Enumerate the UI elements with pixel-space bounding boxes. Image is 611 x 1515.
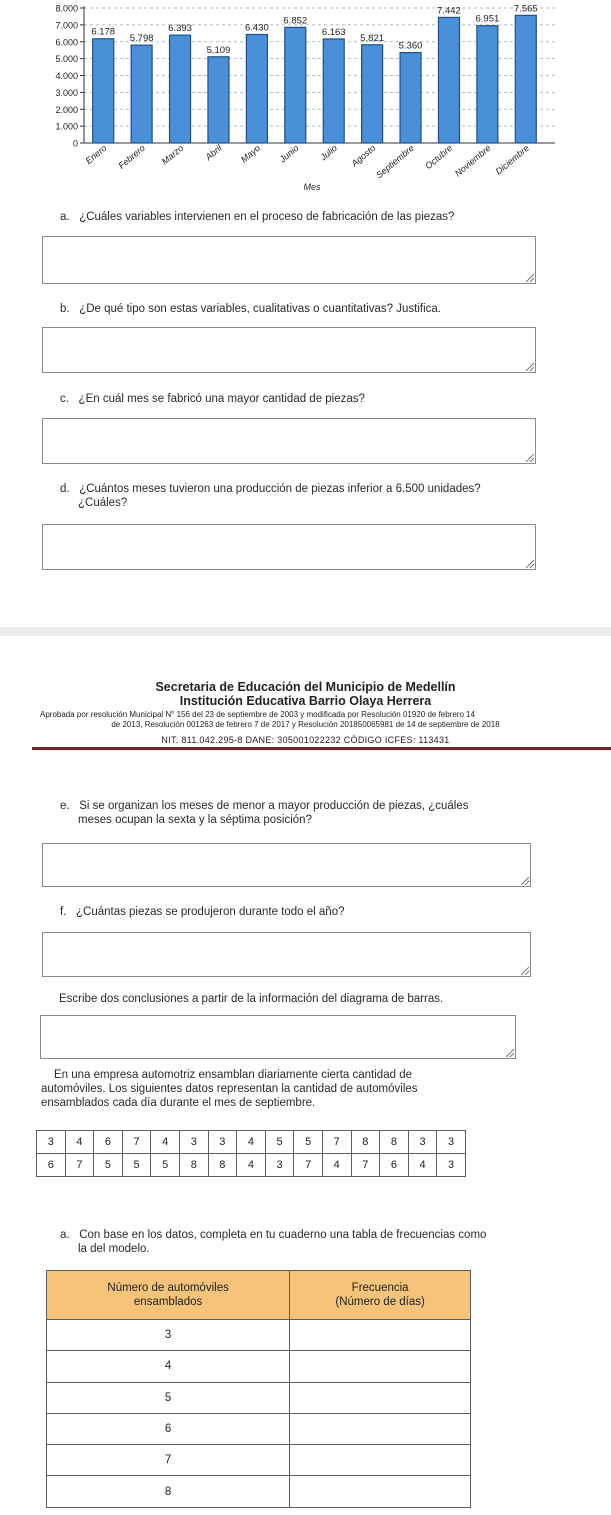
y-tick-label: 2.000 bbox=[55, 104, 78, 115]
table-cell: 4 bbox=[151, 1131, 180, 1154]
freq-header-number bbox=[47, 1271, 290, 1320]
bar-abril bbox=[208, 57, 229, 143]
question-c bbox=[60, 392, 365, 406]
x-tick-label: Marzo bbox=[159, 142, 186, 167]
bar-chart bbox=[0, 0, 611, 200]
bar-julio bbox=[323, 39, 344, 143]
table-cell: 5 bbox=[151, 1154, 180, 1177]
question-a2-letter: a. bbox=[60, 1229, 70, 1241]
freq-value-cell: 6 bbox=[47, 1413, 290, 1444]
question-d-text: ¿Cuántos meses tuvieron una producción de piezas inferior a 6.500 unidades? bbox=[79, 483, 481, 495]
question-c-text: ¿En cuál mes se fabricó una mayor cantidad de piezas? bbox=[78, 393, 365, 405]
bar-value-label: 6.178 bbox=[91, 26, 116, 38]
table-cell: 6 bbox=[37, 1154, 66, 1177]
freq-answer-cell[interactable] bbox=[290, 1320, 471, 1351]
table-row bbox=[47, 1320, 471, 1351]
bar-value-label: 6.852 bbox=[283, 15, 308, 27]
x-tick-label: Febrero bbox=[116, 142, 147, 171]
x-tick-label: Diciembre bbox=[493, 142, 532, 177]
x-tick-label: Enero bbox=[83, 142, 109, 166]
problem-2-line1: En una empresa automotriz ensamblan diariamente cierta cantidad de bbox=[54, 1069, 412, 1081]
freq-answer-cell[interactable] bbox=[290, 1351, 471, 1382]
bar-mayo bbox=[246, 34, 267, 143]
table-cell: 5 bbox=[265, 1131, 294, 1154]
bar-marzo bbox=[170, 35, 191, 143]
question-e bbox=[60, 799, 468, 827]
bar-value-label: 5.360 bbox=[398, 40, 423, 52]
x-tick-label: Agosto bbox=[349, 142, 378, 169]
table-row bbox=[47, 1351, 471, 1382]
table-cell: 7 bbox=[294, 1154, 323, 1177]
frequency-table bbox=[46, 1270, 471, 1508]
table-cell: 3 bbox=[265, 1154, 294, 1177]
question-f-letter: f. bbox=[60, 906, 67, 918]
table-cell: 3 bbox=[179, 1131, 208, 1154]
september-data-table bbox=[36, 1130, 466, 1177]
table-cell: 7 bbox=[351, 1154, 380, 1177]
bar-value-label: 5.798 bbox=[129, 33, 154, 45]
freq-answer-cell[interactable] bbox=[290, 1382, 471, 1413]
table-cell: 4 bbox=[237, 1131, 266, 1154]
conclusions-prompt: Escribe dos conclusiones a partir de la información del diagrama de barras. bbox=[59, 993, 444, 1005]
question-b-letter: b. bbox=[60, 303, 70, 315]
x-axis-label: Mes bbox=[303, 182, 321, 192]
bar-value-label: 6.430 bbox=[244, 22, 269, 34]
problem-2-line2: automóviles. Los siguientes datos representan la cantidad de automóviles bbox=[41, 1083, 418, 1095]
header-resolution-2: de 2013, Resolución 001263 de febrero 7 de 2017 y Resolución 201850065981 de 14 de septiembre de 2018 bbox=[111, 720, 500, 729]
question-e-text2: meses ocupan la sexta y la séptima posición? bbox=[78, 814, 312, 826]
table-cell: 7 bbox=[122, 1131, 151, 1154]
freq-header-number-l1: Número de automóviles bbox=[107, 1282, 229, 1294]
freq-header-number-l2: ensamblados bbox=[133, 1296, 203, 1308]
bar-agosto bbox=[362, 45, 383, 143]
header-nit: NIT. 811.042.295-8 DANE: 305001022232 CÓDIGO ICFES: 113431 bbox=[161, 735, 450, 745]
question-f-text: ¿Cuántas piezas se produjeron durante todo el año? bbox=[75, 906, 345, 918]
answer-box-d[interactable] bbox=[42, 524, 536, 570]
bar-septiembre bbox=[400, 53, 421, 143]
table-cell: 4 bbox=[408, 1154, 437, 1177]
table-cell: 8 bbox=[380, 1131, 409, 1154]
header-secretaria: Secretaria de Educación del Municipio de Medellín bbox=[155, 680, 456, 694]
x-tick-label: Octubre bbox=[423, 142, 455, 172]
bar-diciembre bbox=[515, 15, 536, 143]
table-cell: 7 bbox=[65, 1154, 94, 1177]
table-cell: 6 bbox=[94, 1131, 123, 1154]
y-tick-label: 3.000 bbox=[55, 87, 78, 98]
answer-box-f[interactable] bbox=[42, 932, 531, 977]
question-d-letter: d. bbox=[60, 483, 70, 495]
table-cell: 3 bbox=[437, 1154, 466, 1177]
bar-value-label: 6.951 bbox=[475, 13, 500, 25]
page-separator bbox=[0, 627, 611, 636]
x-tick-label: Mayo bbox=[238, 142, 263, 165]
question-c-letter: c. bbox=[60, 393, 69, 405]
header-divider bbox=[32, 747, 611, 750]
table-cell: 5 bbox=[94, 1154, 123, 1177]
bar-octubre bbox=[438, 17, 459, 143]
bar-value-label: 6.163 bbox=[321, 26, 346, 38]
question-a-letter: a. bbox=[60, 211, 70, 223]
table-row bbox=[37, 1154, 466, 1177]
y-tick-label: 4.000 bbox=[55, 71, 78, 81]
table-cell: 7 bbox=[322, 1131, 351, 1154]
table-cell: 4 bbox=[237, 1154, 266, 1177]
bar-value-label: 6.393 bbox=[168, 23, 192, 35]
freq-header-frequency-l2: (Número de días) bbox=[335, 1296, 425, 1308]
freq-header-frequency bbox=[290, 1271, 471, 1320]
x-tick-label: Julio bbox=[318, 142, 339, 163]
x-tick-label: Junio bbox=[277, 142, 301, 165]
table-row bbox=[37, 1131, 466, 1154]
question-f bbox=[60, 905, 345, 919]
table-cell: 5 bbox=[122, 1154, 151, 1177]
x-tick-label: Septiembre bbox=[374, 142, 416, 181]
bar-junio bbox=[285, 27, 306, 143]
table-row bbox=[47, 1476, 471, 1507]
bar-febrero bbox=[131, 45, 152, 143]
question-e-letter: e. bbox=[60, 800, 70, 812]
problem-2-line3: ensamblados cada día durante el mes de septiembre. bbox=[41, 1097, 316, 1109]
table-cell: 3 bbox=[37, 1131, 66, 1154]
freq-value-cell: 7 bbox=[47, 1445, 290, 1476]
bar-value-label: 5.821 bbox=[360, 32, 385, 44]
table-cell: 3 bbox=[208, 1131, 237, 1154]
table-cell: 8 bbox=[208, 1154, 237, 1177]
x-tick-label: Abril bbox=[203, 142, 224, 163]
bar-value-label: 5.109 bbox=[206, 44, 231, 56]
question-b-text: ¿De qué tipo son estas variables, cualitativas o cuantitativas? Justifica. bbox=[79, 303, 441, 315]
table-cell: 6 bbox=[380, 1154, 409, 1177]
table-cell: 8 bbox=[179, 1154, 208, 1177]
bar-value-label: 7.565 bbox=[513, 3, 538, 15]
y-tick-label: 8.000 bbox=[55, 3, 78, 14]
question-d bbox=[60, 482, 481, 510]
question-a bbox=[60, 210, 454, 224]
question-e-text: Si se organizan los meses de menor a mayor producción de piezas, ¿cuáles bbox=[79, 800, 469, 812]
question-a-text: ¿Cuáles variables intervienen en el proceso de fabricación de las piezas? bbox=[79, 211, 455, 223]
question-a2 bbox=[60, 1228, 486, 1256]
table-cell: 4 bbox=[322, 1154, 351, 1177]
bar-enero bbox=[93, 39, 114, 143]
table-cell: 4 bbox=[65, 1131, 94, 1154]
freq-answer-cell[interactable] bbox=[290, 1476, 471, 1507]
freq-header-frequency-l1: Frecuencia bbox=[351, 1282, 409, 1294]
bar-noviembre bbox=[477, 26, 498, 143]
freq-answer-cell[interactable] bbox=[290, 1445, 471, 1476]
answer-box-b[interactable] bbox=[42, 327, 536, 373]
x-tick-label: Noviembre bbox=[452, 142, 493, 179]
freq-value-cell: 8 bbox=[47, 1476, 290, 1507]
table-cell: 3 bbox=[408, 1131, 437, 1154]
y-tick-label: 6.000 bbox=[55, 37, 78, 48]
table-cell: 8 bbox=[351, 1131, 380, 1154]
y-tick-label: 5.000 bbox=[55, 54, 78, 65]
y-tick-label: 7.000 bbox=[55, 20, 78, 31]
freq-value-cell: 4 bbox=[47, 1351, 290, 1382]
header-resolution-1: Aprobada por resolución Municipal N° 156 del 23 de septiembre de 2003 y modificada por Resolución 01920 de febrero 14 bbox=[40, 710, 476, 719]
answer-box-c[interactable] bbox=[42, 418, 536, 464]
question-a2-text: Con base en los datos, completa en tu cuaderno una tabla de frecuencias como bbox=[79, 1229, 487, 1241]
table-cell: 3 bbox=[437, 1131, 466, 1154]
header-institucion: Institución Educativa Barrio Olaya Herrera bbox=[179, 694, 432, 708]
freq-answer-cell[interactable] bbox=[290, 1413, 471, 1444]
question-d-text2: ¿Cuáles? bbox=[78, 497, 128, 509]
answer-box-e[interactable] bbox=[42, 843, 531, 887]
table-row bbox=[47, 1382, 471, 1413]
y-tick-label: 0 bbox=[72, 138, 78, 149]
question-b bbox=[60, 302, 441, 316]
question-a2-text2: la del modelo. bbox=[78, 1243, 150, 1255]
y-tick-label: 1.000 bbox=[55, 121, 78, 132]
freq-value-cell: 5 bbox=[47, 1382, 290, 1413]
table-cell: 5 bbox=[294, 1131, 323, 1154]
bar-value-label: 7.442 bbox=[437, 5, 461, 17]
table-row bbox=[47, 1413, 471, 1444]
answer-box-conclusions[interactable] bbox=[40, 1015, 516, 1059]
answer-box-a[interactable] bbox=[42, 236, 536, 284]
freq-value-cell: 3 bbox=[47, 1320, 290, 1351]
table-row bbox=[47, 1445, 471, 1476]
